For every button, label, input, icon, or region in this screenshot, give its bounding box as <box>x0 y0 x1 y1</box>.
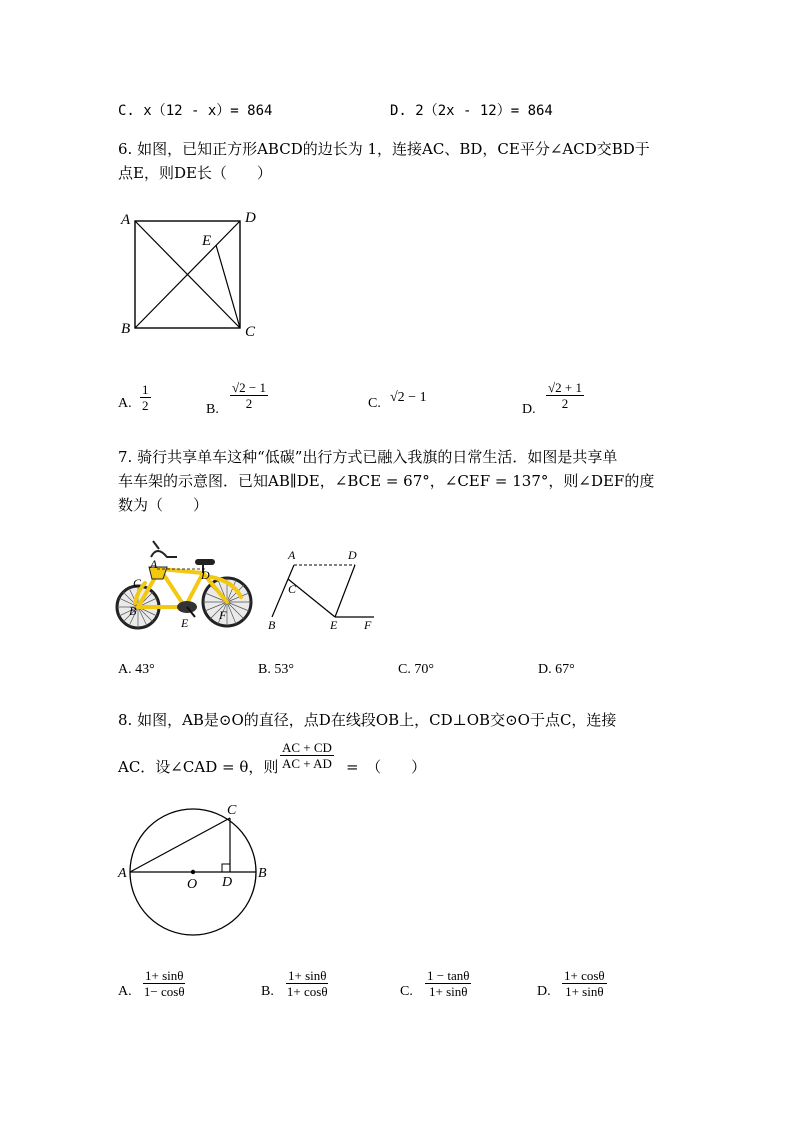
label-a: A <box>121 212 131 228</box>
q6-option-a-letter: A. <box>118 396 132 411</box>
q8-stem-line2-pre: AC．设∠CAD = θ，则 <box>118 758 279 776</box>
bike-label-f: F <box>219 608 227 622</box>
label-d: D <box>245 210 256 226</box>
q6-option-a-fraction: $\frac{1}{2}$ <box>142 382 149 413</box>
q8-option-c-fraction: $\frac{1 - \tan\theta}{1+ \sin\theta}$ <box>427 968 470 999</box>
q8-stem-line2-post: = （ ） <box>346 758 427 776</box>
q5-option-d: D. 2（2x - 12）= 864 <box>390 103 553 119</box>
q8-option-d-letter: D. <box>537 984 551 999</box>
bicycle-image <box>115 535 255 635</box>
q7-option-a: A. 43° <box>118 662 155 677</box>
circle-label-c: C <box>227 803 237 818</box>
circle-label-d: D <box>222 875 233 890</box>
segment-de <box>335 565 355 617</box>
q8-stem-fraction: $\frac{AC + CD}{AC + AD}$ <box>282 740 332 771</box>
q6-option-d-fraction: $\frac{√2 + 1}{2}$ <box>548 380 582 411</box>
bike-label-e: E <box>181 616 189 630</box>
label-e: E <box>202 233 212 249</box>
bike-label-b: B <box>129 604 137 618</box>
frame-label-d: D <box>348 548 357 562</box>
q7-stem-line2: 车车架的示意图．已知AB∥DE，∠BCE = 67°，∠CEF = 137°，则∠DEF的度 <box>118 472 655 490</box>
bike-label-d: D <box>201 568 210 582</box>
q6-option-c-letter: C. <box>368 396 381 411</box>
frame-label-e: E <box>330 618 338 632</box>
q6-option-b-fraction: $\frac{√2 - 1}{2}$ <box>232 380 266 411</box>
bike-label-a: A <box>150 557 158 571</box>
q7-stem-line3: 数为（ ） <box>118 496 209 514</box>
q8-option-b-fraction: $\frac{1+ \sin\theta}{1+ \cos\theta}$ <box>286 968 328 999</box>
circle-label-a: A <box>118 866 127 881</box>
q8-stem-line1: 8. 如图，AB是⊙O的直径，点D在线段OB上，CD⊥OB交⊙O于点C，连接 <box>118 711 617 729</box>
q5-option-c: C. x（12 - x）= 864 <box>118 103 273 119</box>
circle-label-o: O <box>187 877 198 892</box>
square-figure <box>115 205 275 345</box>
q6-stem-line1: 6. 如图，已知正方形ABCD的边长为 1，连接AC、BD，CE平分∠ACD交BD于 <box>118 140 650 158</box>
q6-option-c-expr: √2 − 1 <box>390 390 427 405</box>
chord-ac <box>130 818 230 872</box>
label-b: B <box>121 321 131 337</box>
q6-option-d-letter: D. <box>522 402 536 417</box>
circle-figure <box>115 800 275 950</box>
q8-option-c-letter: C. <box>400 984 413 999</box>
q7-option-d: D. 67° <box>538 662 575 677</box>
q8-option-a-letter: A. <box>118 984 132 999</box>
q8-option-b-letter: B. <box>261 984 274 999</box>
q7-option-c: C. 70° <box>398 662 434 677</box>
bike-label-c: C <box>133 576 142 590</box>
q8-option-a-fraction: $\frac{1+ \sin\theta}{1- \cos\theta}$ <box>143 968 185 999</box>
frame-label-c: C <box>288 582 297 596</box>
frame-label-a: A <box>288 548 296 562</box>
frame-label-b: B <box>268 618 276 632</box>
frame-label-f: F <box>364 618 372 632</box>
q6-option-b-letter: B. <box>206 402 219 417</box>
right-angle-mark <box>222 864 230 872</box>
label-c: C <box>245 324 256 340</box>
center-point <box>191 870 195 874</box>
q7-option-b: B. 53° <box>258 662 294 677</box>
circle-label-b: B <box>258 866 267 881</box>
q6-stem-line2: 点E，则DE长（ ） <box>118 164 272 182</box>
q8-option-d-fraction: $\frac{1+ \cos\theta}{1+ \sin\theta}$ <box>564 968 605 999</box>
frame-diagram <box>262 545 382 635</box>
q7-stem-line1: 7. 骑行共享单车这种“低碳”出行方式已融入我旗的日常生活．如图是共享单 <box>118 448 618 466</box>
